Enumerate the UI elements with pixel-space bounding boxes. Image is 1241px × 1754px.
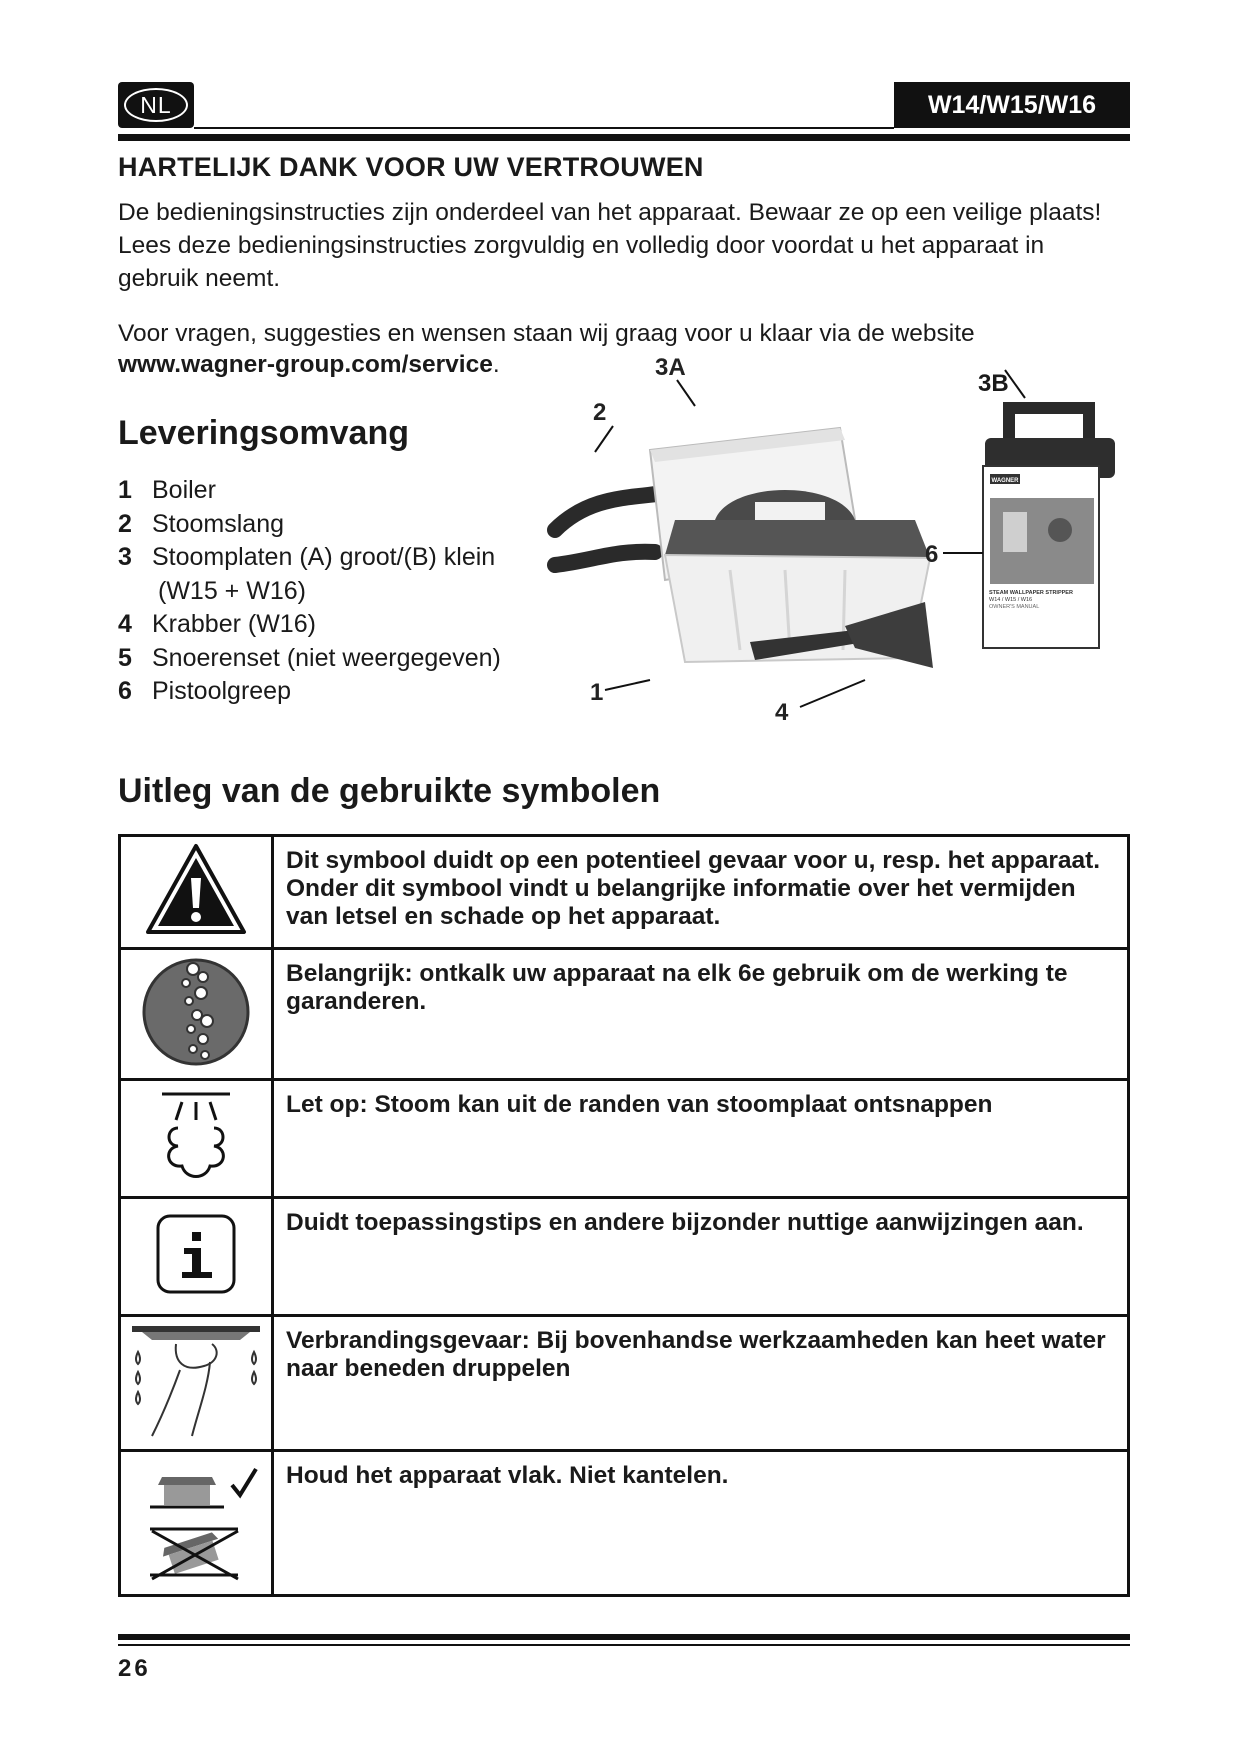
callout-line	[595, 426, 613, 452]
keep-level-icon	[128, 1457, 264, 1585]
icon-cell	[120, 1198, 273, 1316]
overhead-burn-icon	[128, 1322, 264, 1440]
warning-triangle-icon	[144, 842, 248, 938]
label-2: 2	[593, 399, 607, 426]
language-code: NL	[124, 88, 188, 122]
header-rule	[194, 127, 894, 129]
list-item: (W15 + W16)	[158, 576, 306, 605]
symbol-description: Let op: Stoom kan uit de randen van stoomplaat ontsnappen	[273, 1080, 1129, 1198]
descale-icon	[141, 957, 251, 1067]
label-4: 4	[775, 699, 789, 726]
list-item: 1 Boiler	[118, 476, 216, 504]
icon-cell	[120, 836, 273, 949]
symbols-table	[118, 834, 1130, 1597]
symbol-description: Duidt toepassingstips en andere bijzonder nuttige aanwijzingen aan.	[273, 1198, 1129, 1316]
list-item: 3 Stoomplaten (A) groot/(B) klein	[118, 543, 496, 571]
footer-divider	[118, 1634, 1130, 1640]
intro-paragraph: De bedieningsinstructies zijn onderdeel van het apparaat. Bewaar ze op een veilige plaats! Lees deze bedieningsinstructies zorgvuldig en volledig door voordat u het apparaat in gebruik neemt.	[118, 199, 1102, 292]
callout-line	[800, 680, 865, 707]
table-row	[120, 1080, 1129, 1198]
header-divider	[118, 134, 1130, 141]
contact-paragraph	[118, 318, 1118, 380]
icon-cell	[120, 1080, 273, 1198]
language-badge	[118, 82, 194, 128]
symbol-description: Houd het apparaat vlak. Niet kantelen.	[273, 1451, 1129, 1596]
list-item: 4 Krabber (W16)	[118, 610, 316, 638]
symbol-description: Dit symbool duidt op een potentieel gevaar voor u, resp. het apparaat. Onder dit symbool vindt u belangrijke informatie over het vermijden van letsel en schade op het apparaat.	[273, 836, 1129, 949]
list-item: 6 Pistoolgreep	[118, 677, 291, 705]
list-item: 5 Snoerenset (niet weergegeven)	[118, 643, 501, 672]
symbols-heading: Uitleg van de gebruikte symbolen	[118, 772, 661, 810]
icon-cell	[120, 949, 273, 1080]
steam-escape-icon	[156, 1088, 236, 1184]
manual-subtitle-text: OWNER'S MANUAL	[989, 604, 1040, 610]
product-illustration	[555, 354, 1135, 740]
icon-cell	[120, 1451, 273, 1596]
symbol-description: Belangrijk: ontkalk uw apparaat na elk 6e gebruik om de werking te garanderen.	[273, 949, 1129, 1080]
label-3a: 3A	[655, 354, 686, 381]
label-3b: 3B	[978, 370, 1009, 397]
table-row	[120, 949, 1129, 1080]
contact-text: Voor vragen, suggesties en wensen staan wij graag voor u klaar via de website	[118, 320, 975, 347]
label-6: 6	[925, 541, 939, 568]
label-1: 1	[590, 679, 604, 706]
list-item: 2 Stoomslang	[118, 509, 285, 538]
callout-line	[677, 380, 695, 406]
symbol-description: Verbrandingsgevaar: Bij bovenhandse werkzaamheden kan heet water naar beneden druppelen	[273, 1316, 1129, 1451]
hose-lower	[555, 552, 655, 565]
table-row	[120, 836, 1129, 949]
manual-title-text: STEAM WALLPAPER STRIPPER	[989, 590, 1073, 596]
wagner-logo-text: WAGNER	[991, 478, 1019, 484]
model-badge: W14/W15/W16	[894, 82, 1130, 128]
table-row	[120, 1316, 1129, 1451]
manual-cover	[983, 466, 1099, 648]
footer-rule	[118, 1644, 1130, 1646]
scope-list	[118, 474, 501, 709]
scope-heading: Leveringsomvang	[118, 414, 409, 452]
info-icon	[154, 1212, 238, 1296]
manual-model-text: W14 / W15 / W16	[989, 597, 1033, 603]
contact-end: .	[492, 351, 500, 378]
table-row	[120, 1451, 1129, 1596]
service-link[interactable]: www.wagner-group.com/service	[118, 351, 493, 378]
table-row	[120, 1198, 1129, 1316]
callout-line	[605, 680, 650, 690]
page-number: 26	[118, 1655, 151, 1682]
thanks-heading: HARTELIJK DANK VOOR UW VERTROUWEN	[118, 152, 704, 182]
icon-cell	[120, 1316, 273, 1451]
